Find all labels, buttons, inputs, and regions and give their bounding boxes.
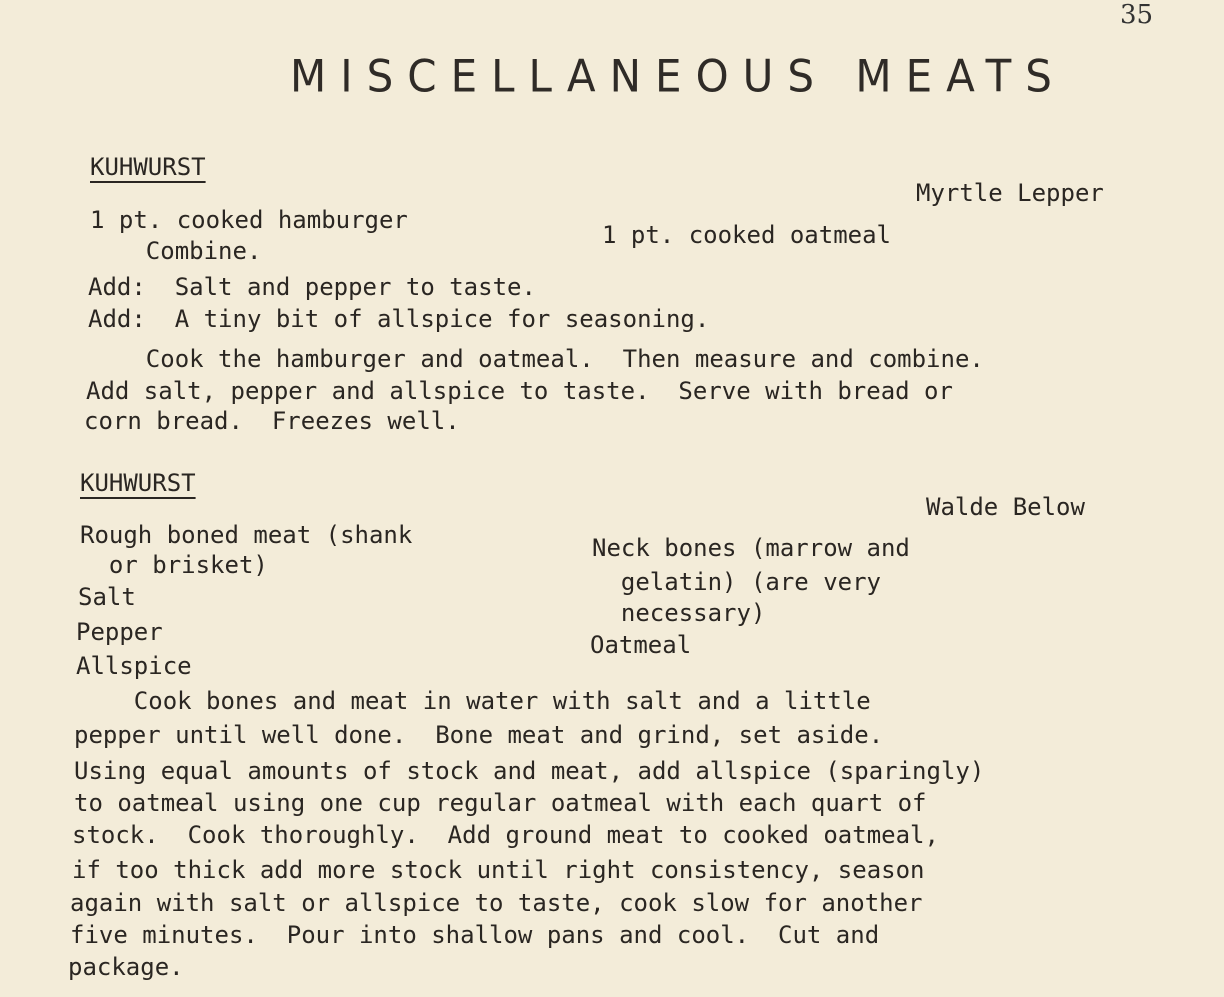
recipe-1-line: Add salt, pepper and allspice to taste. Serve with bread or <box>86 377 953 405</box>
recipe-2-ingredient-right: Neck bones (marrow and <box>592 534 910 562</box>
recipe-1-line: Combine. <box>88 237 262 265</box>
recipe-2-line: pepper until well done. Bone meat and grind, set aside. <box>74 721 884 749</box>
recipe-1-title: KUHWURST <box>90 153 206 181</box>
page-title: MISCELLANEOUS MEATS <box>290 50 1066 103</box>
recipe-2-line: package. <box>68 953 184 981</box>
recipe-2-ingredient-left: Rough boned meat (shank <box>80 521 413 549</box>
recipe-2-ingredient-right: gelatin) (are very <box>592 568 881 596</box>
recipe-1-line: Cook the hamburger and oatmeal. Then measure and combine. <box>88 345 984 373</box>
recipe-2-line: if too thick add more stock until right consistency, season <box>72 856 925 884</box>
recipe-2-ingredient-right: necessary) <box>592 599 766 627</box>
recipe-2-line: Using equal amounts of stock and meat, add allspice (sparingly) <box>74 757 985 785</box>
recipe-1-line: Add: A tiny bit of allspice for seasoning. <box>88 305 710 333</box>
recipe-1-line: Add: Salt and pepper to taste. <box>88 273 536 301</box>
recipe-2-ingredient-left: Pepper <box>76 618 163 646</box>
recipe-2-ingredient-left: or brisket) <box>80 551 268 579</box>
recipe-1-ingredient-left: 1 pt. cooked hamburger <box>90 206 408 234</box>
recipe-2-line: to oatmeal using one cup regular oatmeal with each quart of <box>74 789 927 817</box>
recipe-2-ingredient-left: Allspice <box>76 652 192 680</box>
recipe-2-line: again with salt or allspice to taste, cook slow for another <box>70 889 923 917</box>
recipe-2-title: KUHWURST <box>80 469 196 497</box>
page-number: 35 <box>1120 0 1154 30</box>
recipe-1-author: Myrtle Lepper <box>916 179 1104 207</box>
recipe-1-ingredient-right: 1 pt. cooked oatmeal <box>602 221 891 249</box>
recipe-2-line: five minutes. Pour into shallow pans and cool. Cut and <box>70 921 880 949</box>
recipe-2-author: Walde Below <box>926 493 1085 521</box>
recipe-2-ingredient-right: Oatmeal <box>590 631 692 659</box>
recipe-1-line: corn bread. Freezes well. <box>84 407 460 435</box>
recipe-2-line: Cook bones and meat in water with salt and a little <box>76 687 871 715</box>
recipe-2-line: stock. Cook thoroughly. Add ground meat to cooked oatmeal, <box>72 821 939 849</box>
recipe-2-ingredient-left: Salt <box>78 583 136 611</box>
